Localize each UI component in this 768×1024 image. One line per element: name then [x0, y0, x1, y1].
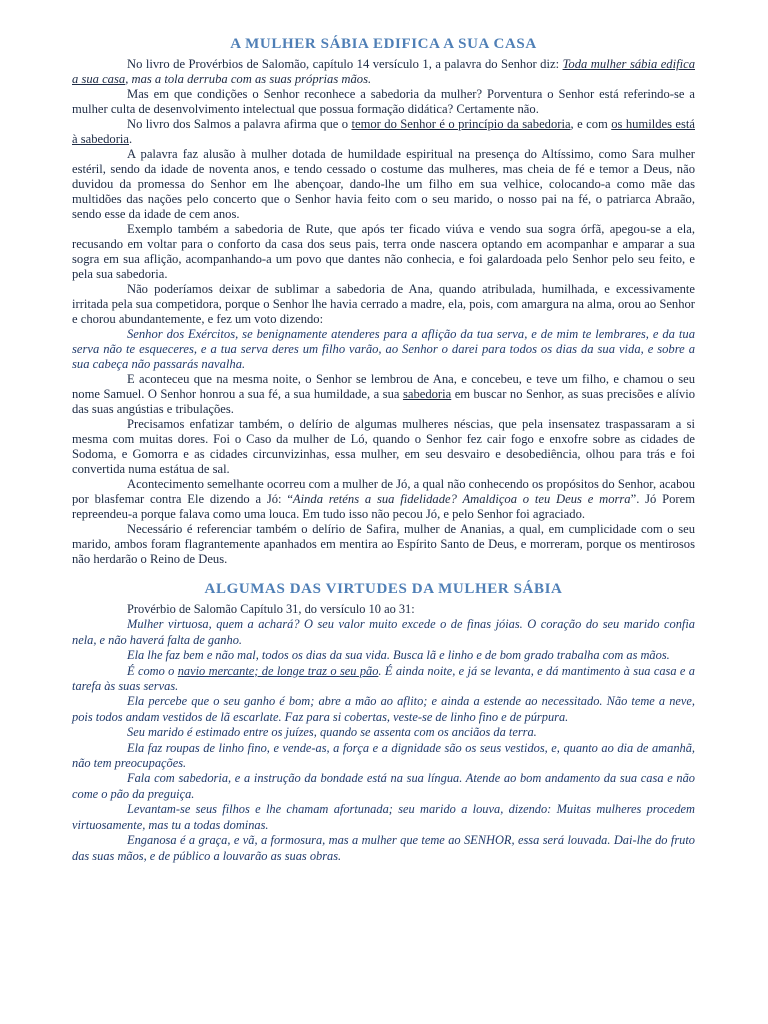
- paragraph-2: Mas em que condições o Senhor reconhece a sabedoria da mulher? Porventura o Senhor está referindo-se a mulher culta de desenvolvimento intelectual que possua formação didática? Certamente não.: [72, 87, 695, 116]
- verse-paragraph: Ela lhe faz bem e não mal, todos os dias da sua vida. Busca lã e linho e de bom grado trabalha com as mãos.: [127, 648, 670, 663]
- paragraph-11: Necessário é referenciar também o delírio de Safira, mulher de Ananias, a qual, em cumplicidade com o seu marido, ambos foram flagrantemente apanhados em mentira ao Espírito Santo de Deus, e morreram, porque os mentirosos não herdarão o Reino de Deus.: [72, 522, 695, 566]
- underlined-phrase: navio mercante; de longe traz o seu pão: [177, 663, 379, 678]
- paragraph-7-prayer: Senhor dos Exércitos, se benignamente atenderes para a aflição da tua serva, e de mim te lembrares, e da tua serva não te esqueceres, e a tua serva deres um filho varão, ao Senhor o darei para todos os dias da sua vida, e sobre a sua cabeça não passarás navalha.: [72, 327, 695, 371]
- document-body: [72, 36, 695, 864]
- verse-paragraph: É como o navio mercante; de longe traz o seu pão. É ainda noite, e já se levanta, e dá mantimento à sua casa e a tarefa às suas servas.: [72, 663, 695, 694]
- verse-paragraph: Mulher virtuosa, quem a achará? O seu valor muito excede o de finas jóias. O coração do seu marido confia nela, e não haverá falta de ganho.: [72, 617, 695, 647]
- heading-virtudes: ALGUMAS DAS VIRTUDES DA MULHER SÁBIA: [204, 581, 563, 597]
- verse-paragraph: Ela faz roupas de linho fino, e vende-as, a força e a dignidade são os seus vestidos, e, quanto ao dia de amanhã, não tem preocupações.: [72, 740, 695, 771]
- verse-paragraph: Enganosa é a graça, e vã, a formosura, mas a mulher que teme ao SENHOR, essa será louvada. Dai-lhe do fruto das suas mãos, e de público a louvarão as suas obras.: [72, 833, 695, 863]
- verse-reference: Provérbio de Salomão Capítulo 31, do versículo 10 ao 31:: [127, 602, 415, 616]
- paragraph-8: E aconteceu que na mesma noite, o Senhor se lembrou de Ana, e concebeu, e teve um filho, e chamou o seu nome Samuel. O Senhor honrou a sua fé, a sua humildade, a sua sabedoria em buscar no Senhor, as suas precisões e alívio das suas angústias e tribulações.: [72, 372, 695, 416]
- paragraph-1: No livro de Provérbios de Salomão, capítulo 14 versículo 1, a palavra do Senhor diz: Toda mulher sábia edifica a sua casa, mas a tola derruba com as suas próprias mãos.: [72, 57, 695, 86]
- quote-underlined: Toda mulher sábia edifica a sua casa: [72, 57, 695, 86]
- virtues-section: [72, 602, 695, 864]
- paragraph-5: Exemplo também a sabedoria de Rute, que após ter ficado viúva e vendo sua sogra órfã, apegou-se a ela, recusando em voltar para o conforto da casa dos seus pais, terra onde nascera optando em acompanhar e amparar a sua sogra em sua aflição, acompanhando-a um povo que dantes não conhecia, e foi galardoada pelo Senhor pelo seu feito, e pela sua sabedoria.: [72, 222, 695, 281]
- paragraph-4: A palavra faz alusão à mulher dotada de humildade espiritual na presença do Altíssimo, como Sara mulher estéril, sendo da idade de noventa anos, e tendo cessado o costume das mulheres, mas cheia de fé e temor a Deus, não duvidou da promessa do Senhor em lhe abençoar, dando-lhe um filho em sua velhice, colocando-a como mãe das multidões das nações pelo concerto que o Senhor havia feito com o seu marido, o nosso pai na fé, o patriarca Abraão, sendo esse da idade de cem anos.: [72, 147, 695, 221]
- verse-paragraph: Levantam-se seus filhos e lhe chamam afortunada; seu marido a louva, dizendo: Muitas mulheres procedem virtuosamente, mas tu a todas dominas.: [72, 802, 695, 832]
- paragraph-9: Precisamos enfatizar também, o delírio de algumas mulheres néscias, que pela insensatez traspassaram a si mesma com muitas dores. Foi o Caso da mulher de Ló, quando o Senhor fez cair fogo e enxofre sobre as cidades de Sodoma, e Gomorra e as cidades circunvizinhas, essa mulher, em seu desvairo e desobediência, olhou para trás e foi convertida numa estátua de sal.: [72, 417, 695, 476]
- quote-italic: Ainda reténs a sua fidelidade? Amaldiçoa o teu Deus e morra: [292, 492, 631, 506]
- verse-paragraph: Ela percebe que o seu ganho é bom; abre a mão ao aflito; e ainda a estende ao necessitado. Não teme a neve, pois todos andam vestidos de lã escarlate. Faz para si cobertas, veste-se de linho fino e de púrpura.: [72, 694, 695, 724]
- underlined-phrase: temor do Senhor é o princípio da sabedoria: [351, 117, 571, 131]
- paragraph-3: No livro dos Salmos a palavra afirma que o temor do Senhor é o princípio da sabedoria, e com os humildes está à sabedoria.: [72, 117, 695, 146]
- underlined-phrase: os humildes está à sabedoria: [72, 117, 695, 146]
- paragraph-10: Acontecimento semelhante ocorreu com a mulher de Jó, a qual não conhecendo os propósitos do Senhor, acabou por blasfemar contra Ele dizendo a Jó: “Ainda reténs a sua fidelidade? Amaldiçoa o teu Deus e morra”. Jó Porem repreendeu-a porque falava como uma louca. Em tudo isso não pecou Jó, e pelo Senhor foi agraciado.: [72, 477, 695, 521]
- paragraph-6: Não poderíamos deixar de sublimar a sabedoria de Ana, quando atribulada, humilhada, e excessivamente irritada pela sua competidora, porque o Senhor lhe havia cerrado a madre, ela, pois, com amargura na alma, orou ao Senhor e chorou abundantemente, e fez um voto dizendo:: [72, 282, 695, 326]
- underlined-word: sabedoria: [402, 387, 452, 401]
- verse-paragraph: Seu marido é estimado entre os juízes, quando se assenta com os anciãos da terra.: [127, 725, 537, 740]
- heading-mulher-sabia: A MULHER SÁBIA EDIFICA A SUA CASA: [230, 36, 537, 52]
- verse-paragraph: Fala com sabedoria, e a instrução da bondade está na sua língua. Atende ao bom andamento da sua casa e não come o pão da preguiça.: [72, 771, 695, 801]
